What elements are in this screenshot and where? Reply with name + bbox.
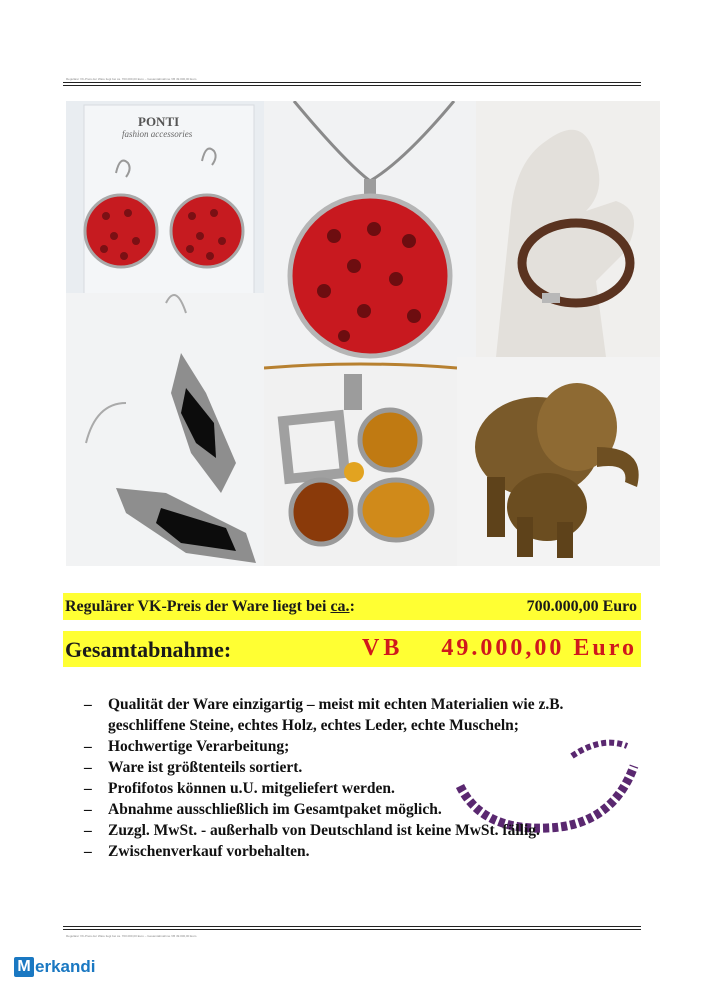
total-amount: 49.000,00 Euro bbox=[441, 635, 637, 661]
top-divider bbox=[63, 82, 641, 86]
total-vb: VB bbox=[362, 635, 404, 661]
photo-leather-bracelet bbox=[476, 101, 660, 357]
merkandi-logo[interactable] bbox=[14, 955, 95, 979]
total-label: Gesamtabnahme: bbox=[65, 637, 232, 662]
list-item: – Zwischenverkauf vorbehalten. bbox=[84, 841, 644, 862]
list-item: – Abnahme ausschließlich im Gesamtpaket möglich. bbox=[84, 799, 644, 820]
bottom-divider bbox=[63, 926, 641, 930]
photo-elephant-brooch bbox=[457, 357, 660, 566]
merkandi-logo-text: erkandi bbox=[35, 957, 96, 976]
photo-red-earrings bbox=[66, 101, 264, 293]
earrings-card-brand: PONTI bbox=[138, 114, 180, 129]
merkandi-logo-mark: M bbox=[14, 957, 34, 977]
photo-black-earrings bbox=[66, 293, 264, 566]
list-item: – Zuzgl. MwSt. - außerhalb von Deutschland ist keine MwSt. fällig. bbox=[84, 820, 644, 841]
list-item: – Qualität der Ware einzigartig – meist mit echten Materialien wie z.B. geschliffene Steine, echtes Holz, echtes Leder, echte Muscheln; bbox=[84, 694, 644, 736]
list-item: – Profifotos können u.U. mitgeliefert werden. bbox=[84, 778, 644, 799]
photo-red-pendant bbox=[264, 101, 476, 360]
footer-fine-print: Regulärer VK-Preis der Ware liegt bei ca. 700.000,00 Euro – Gesamtabnahme VB 49.000,00 Euro bbox=[66, 934, 197, 938]
list-item: – Ware ist größtenteils sortiert. bbox=[84, 757, 644, 778]
list-item: – Hochwertige Verarbeitung; bbox=[84, 736, 644, 757]
total-price-bar bbox=[63, 631, 641, 667]
photo-amber-pendant bbox=[264, 360, 457, 566]
regular-price-value: 700.000,00 Euro bbox=[526, 598, 637, 615]
feature-list bbox=[84, 694, 644, 862]
regular-price-label: Regulärer VK-Preis der Ware liegt bei ca.: bbox=[65, 598, 355, 615]
regular-price-bar bbox=[63, 593, 641, 620]
header-fine-print: Regulärer VK-Preis der Ware liegt bei ca. 700.000,00 Euro – Gesamtabnahme VB 49.000,00 Euro bbox=[66, 77, 197, 81]
earrings-card-subtitle: fashion accessories bbox=[122, 129, 193, 139]
